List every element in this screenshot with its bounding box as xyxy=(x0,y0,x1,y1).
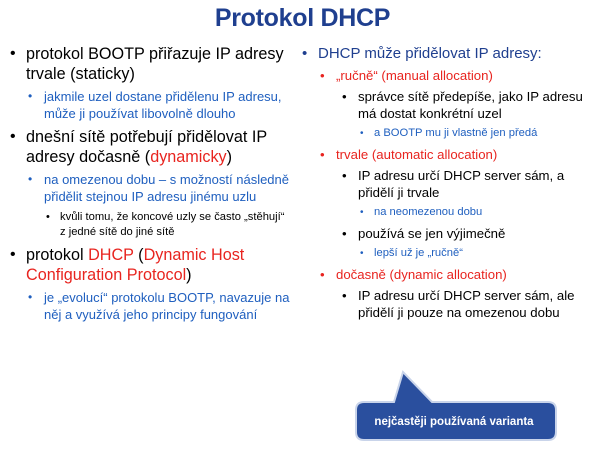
bullet-icon: • xyxy=(10,128,16,145)
item-text: na omezenou dobu – s možností následně přidělit stejnou IP adresu jinému uzlu xyxy=(44,172,290,204)
item-text: správce sítě předepíše, jako IP adresu má dostat konkrétní uzel xyxy=(358,89,583,121)
item-text: protokol BOOTP přiřazuje IP adresy trvale (staticky) xyxy=(26,45,284,83)
item-text: ) xyxy=(186,266,192,284)
item-text: lepší už je „ručně“ xyxy=(374,247,463,259)
item-text: „ručně“ (manual allocation) xyxy=(336,68,493,83)
item-text: používá se jen výjimečně xyxy=(358,226,506,241)
bullet-icon: • xyxy=(342,226,347,241)
item-emphasis: DHCP xyxy=(88,246,134,264)
bullet-icon: • xyxy=(10,246,16,263)
item-text: IP adresu určí DHCP server sám, ale přidělí ji pouze na omezenou dobu xyxy=(358,288,575,320)
item-text: DHCP může přidělovat IP adresy: xyxy=(318,45,542,62)
bullet-icon: • xyxy=(46,211,50,223)
bullet-icon: • xyxy=(342,168,347,183)
bullet-icon: • xyxy=(320,147,325,162)
bullet-icon: • xyxy=(302,45,308,62)
bullet-icon: • xyxy=(320,68,325,83)
item-text: trvale (automatic allocation) xyxy=(336,147,498,162)
bullet-icon: • xyxy=(360,207,364,218)
item-text: dočasně (dynamic allocation) xyxy=(336,267,507,282)
bullet-icon: • xyxy=(28,290,33,304)
item-text: protokol xyxy=(26,246,89,264)
bullet-icon: • xyxy=(28,89,33,103)
item-text: dnešní sítě potřebují přidělovat IP adresy dočasně ( xyxy=(26,128,267,166)
item-emphasis: Dynamic Host Configuration Protocol xyxy=(26,246,245,284)
item-emphasis: dynamicky xyxy=(150,148,227,166)
bullet-icon: • xyxy=(320,267,325,282)
item-text: kvůli tomu, že koncové uzly se často „stěhují“ z jedné sítě do jiné sítě xyxy=(60,211,285,238)
bullet-icon: • xyxy=(342,89,347,104)
bullet-icon: • xyxy=(28,172,33,186)
callout-text: nejčastěji používaná varianta xyxy=(374,416,534,428)
bullet-icon: • xyxy=(10,45,16,62)
bullet-icon: • xyxy=(342,288,347,303)
item-text: ( xyxy=(133,246,144,264)
item-text: a BOOTP mu ji vlastně jen předá xyxy=(374,127,538,139)
bullet-icon: • xyxy=(360,128,364,139)
item-text: na neomezenou dobu xyxy=(374,206,483,218)
item-text: je „evolucí“ protokolu BOOTP, navazuje na něj a využívá jeho principy fungování xyxy=(44,290,290,322)
slide-title: Protokol DHCP xyxy=(214,4,391,32)
item-text: IP adresu určí DHCP server sám, a přidělí ji trvale xyxy=(358,168,565,200)
bullet-icon: • xyxy=(360,248,364,259)
callout-shape xyxy=(356,372,556,440)
item-text: ) xyxy=(226,148,233,166)
item-text: jakmile uzel dostane přidělenu IP adresu, může ji používat libovolně dlouho xyxy=(44,89,282,121)
